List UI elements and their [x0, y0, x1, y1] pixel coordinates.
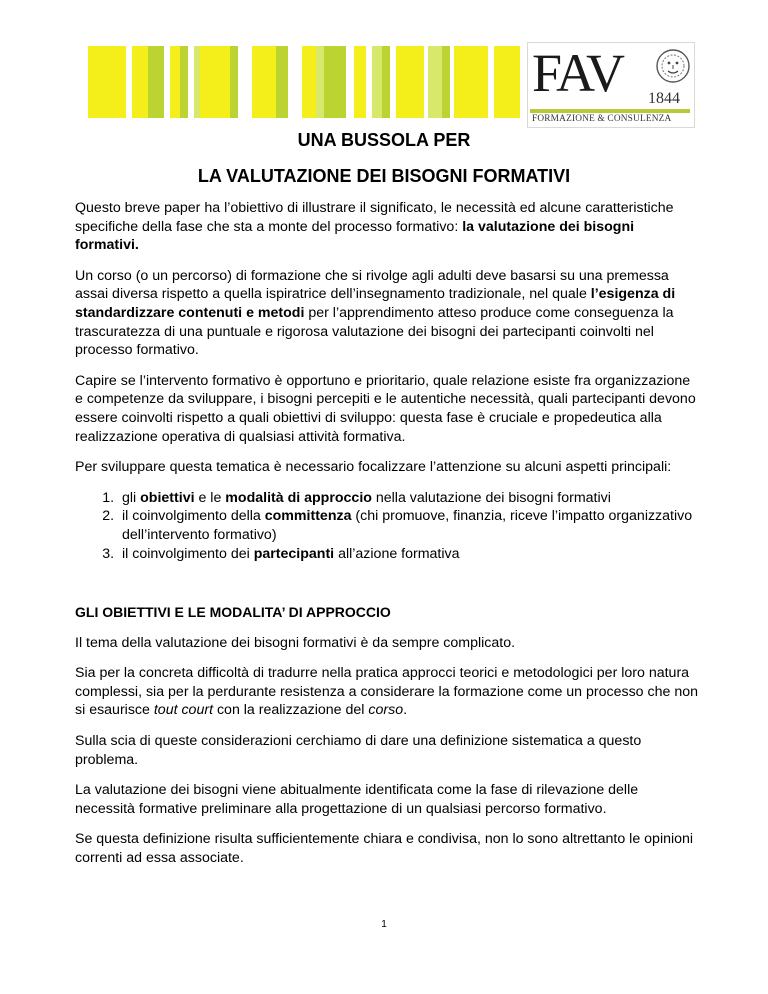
paragraph-sviluppare: Per sviluppare questa tematica è necessario focalizzare l’attenzione su alcuni aspetti principali: — [75, 459, 672, 476]
paragraph-premessa: Un corso (o un percorso) di formazione che si rivolge agli adulti deve basarsi su una premessa assai diversa rispetto a quella ispiratrice dell’insegnamento tradizionale, nel quale l’esigenza di standardizzare contenuti e metodi per l’apprendimento atteso produce come conseguenza la trascuratezza di una puntuale e rigorosa valutazione dei bisogni dei partecipanti coinvolti nel processo formativo. — [75, 267, 676, 359]
paragraph-intro: Questo breve paper ha l’obiettivo di illustrare il significato, le necessità ed alcune caratteristiche specifiche della fase che sta a monte del processo formativo: la valutazione dei bisogni formativi. — [75, 200, 674, 254]
list-item: 1. gli obiettivi e le modalità di approccio nella valutazione dei bisogni formativi — [118, 489, 700, 508]
list-item: 3. il coinvolgimento dei partecipanti all’azione formativa — [118, 545, 700, 564]
logo-brand: FAV — [532, 43, 624, 103]
document-title-line-1: UNA BUSSOLA PER — [297, 130, 471, 150]
logo-subtitle: FORMAZIONE & CONSULENZA — [532, 114, 672, 124]
header-stripe-banner — [88, 46, 520, 118]
paragraph-difficolta: Sia per la concreta difficoltà di tradurre nella pratica approcci teorici e metodologici per loro natura complessi, sia per la perdurante resistenza a considerare la formazione come un processo che non si esaurisce tout court con la realizzazione del corso. — [75, 665, 699, 719]
list-item: 2. il coinvolgimento della committenza (chi promuove, finanzia, riceve l’impatto organizzativo dell’intervento formativo) — [118, 507, 700, 544]
paragraph-definizione: La valutazione dei bisogni viene abitualmente identificata come la fase di rilevazione delle necessità formative preliminare alla progettazione di un qualsiasi percorso formativo. — [75, 782, 639, 817]
lion-emblem-icon — [654, 46, 692, 90]
logo-bar — [530, 109, 690, 113]
paragraph-capire: Capire se l’intervento formativo è opportuno e prioritario, quale relazione esiste fra organizzazione e competenze da sviluppare, i bisogni percepiti e le autentiche necessità, quali partecipanti devono essere coinvolti rispetto a quali obiettivi di sviluppo: questa fase è cruciale e propedeutica alla realizzazione operativa di qualsiasi attività formativa. — [75, 372, 696, 445]
logo-year: 1844 — [648, 90, 680, 107]
aspects-list — [75, 489, 700, 563]
fav-logo — [527, 42, 695, 128]
document-title-line-2: LA VALUTAZIONE DEI BISOGNI FORMATIVI — [197, 166, 571, 186]
document-body — [75, 199, 700, 880]
page-number: 1 — [381, 919, 387, 930]
paragraph-scia: Sulla scia di queste considerazioni cerchiamo di dare una definizione sistematica a questo problema. — [75, 733, 642, 768]
section-heading: GLI OBIETTIVI E LE MODALITA’ DI APPROCCIO — [75, 604, 391, 621]
paragraph-opinioni: Se questa definizione risulta sufficientemente chiara e condivisa, non lo sono altrettanto le opinioni correnti ad essa associate. — [75, 831, 694, 867]
paragraph-tema: Il tema della valutazione dei bisogni formativi è da sempre complicato. — [75, 634, 516, 651]
